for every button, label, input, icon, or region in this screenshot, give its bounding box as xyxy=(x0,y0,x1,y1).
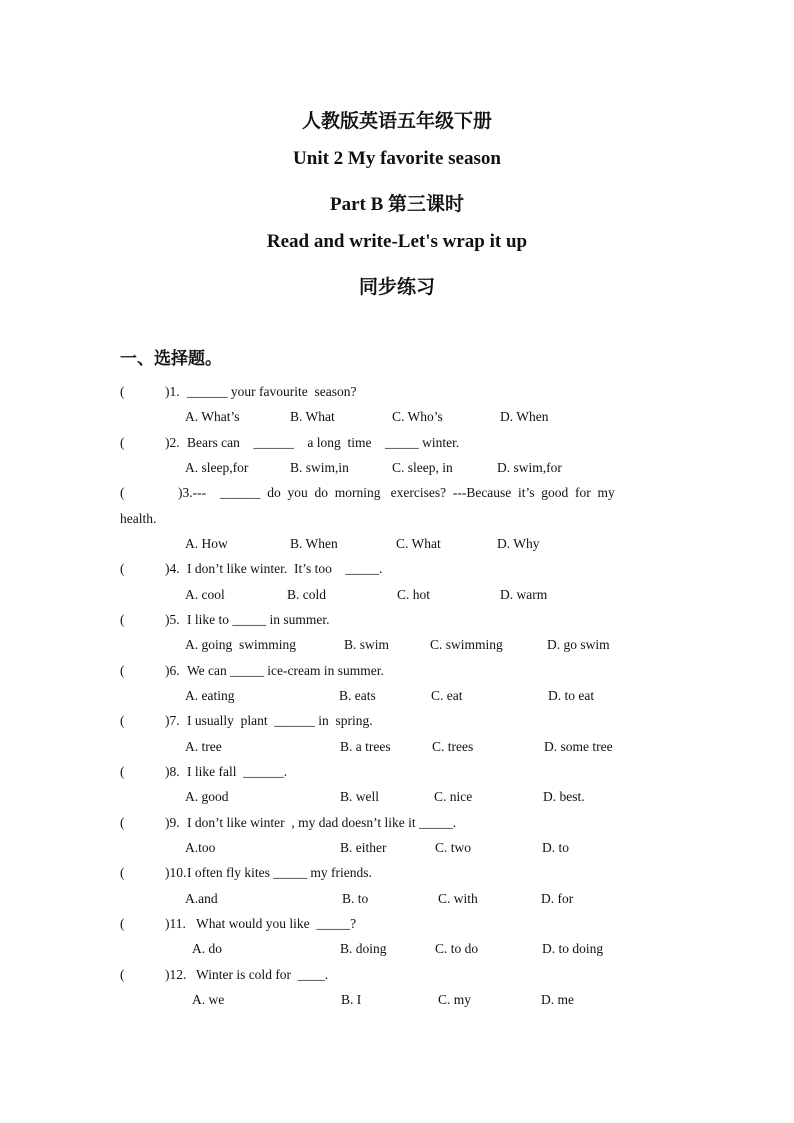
option-b[interactable]: B. to xyxy=(342,891,369,906)
question-text: What would you like _____? xyxy=(196,916,357,931)
option-d[interactable]: D. to xyxy=(542,840,569,855)
option-d[interactable]: D. me xyxy=(541,992,574,1007)
option-d[interactable]: D. some tree xyxy=(544,739,613,754)
question-number: )2. xyxy=(165,435,180,450)
question-number: )7. xyxy=(165,713,180,728)
question-text: We can _____ ice-cream in summer. xyxy=(187,663,384,678)
option-a[interactable]: A. do xyxy=(192,941,222,956)
option-d[interactable]: D. best. xyxy=(543,789,585,804)
question-number: )6. xyxy=(165,663,180,678)
option-c[interactable]: C. eat xyxy=(431,688,463,703)
question-number: )11. xyxy=(165,916,186,931)
question-text: ______ your favourite season? xyxy=(187,384,357,399)
option-c[interactable]: C. with xyxy=(438,891,478,906)
option-a[interactable]: A. eating xyxy=(185,688,235,703)
answer-blank[interactable]: ( xyxy=(120,663,125,678)
question-text: ______ do you do morning exercises? ---Because it’s good for my xyxy=(220,485,615,500)
question-text: I like fall ______. xyxy=(187,764,288,779)
option-a[interactable]: A. How xyxy=(185,536,228,551)
answer-blank[interactable]: ( xyxy=(120,435,125,450)
option-d[interactable]: D. to doing xyxy=(542,941,604,956)
part-title: Part B 第三课时 xyxy=(329,194,465,215)
document-title: 人教版英语五年级下册 xyxy=(301,111,492,132)
option-b[interactable]: B. swim xyxy=(344,637,390,652)
option-c[interactable]: C. sleep, in xyxy=(392,460,453,475)
question-number: )10. xyxy=(165,865,187,880)
option-b[interactable]: B. a trees xyxy=(340,739,391,754)
option-b[interactable]: B. doing xyxy=(340,941,387,956)
option-b[interactable]: B. When xyxy=(290,536,338,551)
exercise-title: 同步练习 xyxy=(358,277,435,298)
answer-blank[interactable]: ( xyxy=(120,916,125,931)
question-text: I like to _____ in summer. xyxy=(187,612,330,627)
answer-blank[interactable]: ( xyxy=(120,764,125,779)
question-number: )4. xyxy=(165,561,180,576)
answer-blank[interactable]: ( xyxy=(120,713,125,728)
unit-title: Unit 2 My favorite season xyxy=(293,148,501,169)
option-d[interactable]: D. swim,for xyxy=(497,460,562,475)
answer-blank[interactable]: ( xyxy=(120,967,125,982)
question-text: I don’t like winter , my dad doesn’t like it _____. xyxy=(187,815,457,830)
option-b[interactable]: B. cold xyxy=(287,587,326,602)
question-text: I often fly kites _____ my friends. xyxy=(187,865,372,880)
option-a[interactable]: A. tree xyxy=(185,739,222,754)
question-text: Bears can ______ a long time _____ winter. xyxy=(187,435,460,450)
option-c[interactable]: C. my xyxy=(438,992,472,1007)
option-d[interactable]: D. to eat xyxy=(548,688,595,703)
option-b[interactable]: B. either xyxy=(340,840,387,855)
question-text-continued: health. xyxy=(120,511,157,526)
option-a[interactable]: A. good xyxy=(185,789,229,804)
option-c[interactable]: C. two xyxy=(435,840,472,855)
question-text: I usually plant ______ in spring. xyxy=(187,713,373,728)
answer-blank[interactable]: ( xyxy=(120,815,125,830)
answer-blank[interactable]: ( xyxy=(120,561,125,576)
answer-blank[interactable]: ( xyxy=(120,865,125,880)
option-a[interactable]: A. we xyxy=(192,992,225,1007)
option-c[interactable]: C. to do xyxy=(435,941,479,956)
option-c[interactable]: C. What xyxy=(396,536,441,551)
option-c[interactable]: C. Who’s xyxy=(392,409,443,424)
answer-blank[interactable]: ( xyxy=(120,612,125,627)
option-b[interactable]: B. What xyxy=(290,409,335,424)
question-number: )3.--- xyxy=(178,485,207,500)
option-a[interactable]: A. sleep,for xyxy=(185,460,249,475)
option-c[interactable]: C. nice xyxy=(434,789,473,804)
option-c[interactable]: C. hot xyxy=(397,587,431,602)
answer-blank[interactable]: ( xyxy=(120,384,125,399)
option-b[interactable]: B. eats xyxy=(339,688,376,703)
question-number: )8. xyxy=(165,764,180,779)
option-d[interactable]: D. for xyxy=(541,891,574,906)
question-text: I don’t like winter. It’s too _____. xyxy=(187,561,383,576)
option-a[interactable]: A.and xyxy=(185,891,218,906)
answer-blank[interactable]: ( xyxy=(120,485,125,500)
option-c[interactable]: C. swimming xyxy=(430,637,503,652)
question-text: Winter is cold for ____. xyxy=(196,967,329,982)
option-a[interactable]: A. What’s xyxy=(185,409,240,424)
option-b[interactable]: B. well xyxy=(340,789,379,804)
section-heading: 一、选择题。 xyxy=(120,349,222,368)
option-a[interactable]: A. going swimming xyxy=(185,637,297,652)
option-d[interactable]: D. Why xyxy=(497,536,540,551)
option-d[interactable]: D. warm xyxy=(500,587,548,602)
question-number: )5. xyxy=(165,612,180,627)
question-number: )1. xyxy=(165,384,180,399)
option-d[interactable]: D. When xyxy=(500,409,549,424)
question-number: )12. xyxy=(165,967,187,982)
option-b[interactable]: B. swim,in xyxy=(290,460,349,475)
question-number: )9. xyxy=(165,815,180,830)
option-b[interactable]: B. I xyxy=(341,992,362,1007)
option-c[interactable]: C. trees xyxy=(432,739,474,754)
option-d[interactable]: D. go swim xyxy=(547,637,610,652)
option-a[interactable]: A.too xyxy=(185,840,216,855)
option-a[interactable]: A. cool xyxy=(185,587,225,602)
lesson-title: Read and write-Let's wrap it up xyxy=(266,231,528,252)
